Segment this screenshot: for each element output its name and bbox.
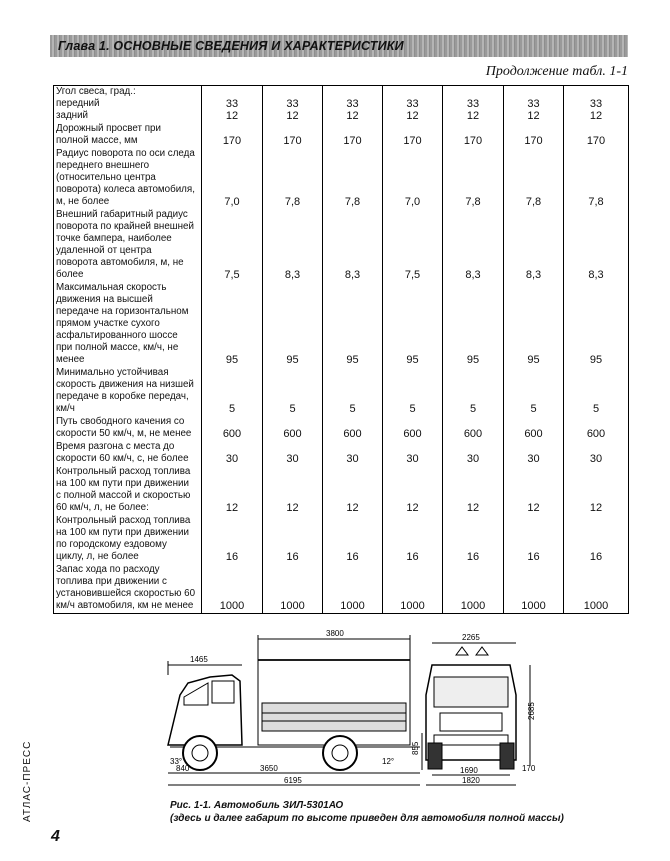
truck-cab-side — [168, 675, 242, 745]
dim-855: 855 — [411, 741, 420, 755]
row-value: 1000 — [504, 564, 564, 614]
row-value: 5 — [564, 367, 629, 416]
dim-3800: 3800 — [326, 629, 344, 638]
row-value: 8,3 — [323, 209, 383, 282]
row-value: 170 — [323, 123, 383, 148]
caption-line-1: Рис. 1-1. Автомобиль ЗИЛ-5301АО — [170, 800, 344, 811]
row-value: 600 — [323, 416, 383, 441]
row-value: 16 — [564, 515, 629, 564]
row-value: 8,3 — [504, 209, 564, 282]
row-value: 16 — [443, 515, 504, 564]
caption-line-2: (здесь и далее габарит по высоте приведен для автомобиля полной массы) — [170, 813, 564, 824]
table-row — [54, 441, 629, 466]
row-value: 170 — [202, 123, 263, 148]
row-value: 16 — [323, 515, 383, 564]
row-value: 30 — [383, 441, 443, 466]
row-value: 30 — [443, 441, 504, 466]
page-number: 4 — [51, 828, 60, 845]
table-row — [54, 282, 629, 367]
row-value: 1000 — [383, 564, 443, 614]
row-value: 12 — [383, 466, 443, 515]
row-value: 30 — [564, 441, 629, 466]
dim-overhang-rear: 12° — [382, 757, 395, 766]
row-value: 30 — [323, 441, 383, 466]
row-value: 95 — [202, 282, 263, 367]
row-value: 30 — [202, 441, 263, 466]
rear-wheel — [323, 736, 357, 770]
row-value: 95 — [323, 282, 383, 367]
table-row — [54, 564, 629, 614]
row-value: 7,0 — [202, 148, 263, 209]
table-row — [54, 86, 629, 124]
row-value: 12 — [202, 466, 263, 515]
row-value: 600 — [263, 416, 323, 441]
row-label: Контрольный расход топлива на 100 км пути при движении с полной массой и скоростью 60 км/ч, л, не более: — [54, 466, 202, 515]
row-value: 170 — [504, 123, 564, 148]
row-value: 33 12 — [202, 86, 263, 124]
publisher-side-label: АТЛАС-ПРЕСС — [22, 740, 33, 822]
dim-1690: 1690 — [460, 766, 478, 775]
row-value: 5 — [504, 367, 564, 416]
row-value: 33 12 — [504, 86, 564, 124]
row-value: 16 — [202, 515, 263, 564]
row-value: 33 12 — [443, 86, 504, 124]
table-row — [54, 515, 629, 564]
row-value: 170 — [564, 123, 629, 148]
dim-1465: 1465 — [190, 655, 208, 664]
row-value: 170 — [383, 123, 443, 148]
row-value: 1000 — [323, 564, 383, 614]
row-value: 5 — [202, 367, 263, 416]
row-value: 95 — [504, 282, 564, 367]
row-value: 5 — [443, 367, 504, 416]
row-value: 170 — [263, 123, 323, 148]
row-value: 30 — [504, 441, 564, 466]
row-label: Дорожный просвет при полной массе, мм — [54, 123, 202, 148]
row-value: 12 — [504, 466, 564, 515]
row-value: 600 — [564, 416, 629, 441]
row-value: 33 12 — [564, 86, 629, 124]
row-value: 95 — [383, 282, 443, 367]
row-value: 170 — [443, 123, 504, 148]
row-value: 600 — [443, 416, 504, 441]
row-value: 600 — [383, 416, 443, 441]
row-value: 33 12 — [383, 86, 443, 124]
row-value: 12 — [564, 466, 629, 515]
row-value: 33 12 — [323, 86, 383, 124]
dim-2265: 2265 — [462, 633, 480, 642]
truck-drawing — [150, 625, 550, 795]
row-label: Минимально устойчивая скорость движения на низшей передаче в коробке передач, км/ч — [54, 367, 202, 416]
row-value: 8,3 — [443, 209, 504, 282]
dim-6195: 6195 — [284, 776, 302, 785]
row-value: 12 — [263, 466, 323, 515]
row-value: 1000 — [202, 564, 263, 614]
dim-overhang-front: 33° — [170, 757, 183, 766]
row-value: 7,8 — [263, 148, 323, 209]
row-value: 7,0 — [383, 148, 443, 209]
table-row — [54, 367, 629, 416]
row-label: Радиус поворота по оси следа переднего внешнего (относительно центра поворота) колеса автомобиля, м, не более — [54, 148, 202, 209]
row-value: 7,8 — [443, 148, 504, 209]
dim-170: 170 — [522, 764, 536, 773]
chapter-banner — [50, 35, 628, 57]
dim-2685: 2685 — [527, 702, 536, 720]
row-value: 7,8 — [323, 148, 383, 209]
row-value: 8,3 — [263, 209, 323, 282]
dim-3650: 3650 — [260, 764, 278, 773]
row-value: 600 — [202, 416, 263, 441]
row-value: 95 — [443, 282, 504, 367]
row-label: Запас хода по расходу топлива при движении с установившейся скоростью 60 км/ч автомобиля, км не менее — [54, 564, 202, 614]
row-value: 1000 — [564, 564, 629, 614]
row-value: 7,5 — [383, 209, 443, 282]
row-value: 8,3 — [564, 209, 629, 282]
dim-1820: 1820 — [462, 776, 480, 785]
row-value: 16 — [504, 515, 564, 564]
row-value: 95 — [263, 282, 323, 367]
row-label: Угол свеса, град.: передний задний — [54, 86, 202, 124]
table-row — [54, 466, 629, 515]
row-value: 7,8 — [504, 148, 564, 209]
row-value: 5 — [323, 367, 383, 416]
row-value: 33 12 — [263, 86, 323, 124]
row-label: Контрольный расход топлива на 100 км пути при движении по городскому ездовому циклу, л, не более — [54, 515, 202, 564]
row-value: 1000 — [443, 564, 504, 614]
row-value: 12 — [443, 466, 504, 515]
row-value: 5 — [383, 367, 443, 416]
row-value: 600 — [504, 416, 564, 441]
row-value: 1000 — [263, 564, 323, 614]
row-value: 95 — [564, 282, 629, 367]
figure-caption — [170, 799, 564, 825]
table-continuation-label: Продолжение табл. 1-1 — [485, 64, 628, 79]
row-value: 16 — [263, 515, 323, 564]
row-label: Внешний габаритный радиус поворота по крайней внешней точке бампера, наиболее удаленной от центра поворота автомобиля, м, не более — [54, 209, 202, 282]
table-row — [54, 209, 629, 282]
row-label: Максимальная скорость движения на высшей передаче на горизонтальном прямом участке сухого асфальтированного шоссе при полной массе, км/ч, не менее — [54, 282, 202, 367]
row-value: 5 — [263, 367, 323, 416]
spec-table — [53, 85, 629, 614]
chapter-title: Глава 1. ОСНОВНЫЕ СВЕДЕНИЯ И ХАРАКТЕРИСТИКИ — [58, 39, 404, 53]
row-label: Путь свободного качения со скорости 50 км/ч, м, не менее — [54, 416, 202, 441]
row-value: 16 — [383, 515, 443, 564]
dim-840: 840 — [176, 764, 190, 773]
row-value: 7,5 — [202, 209, 263, 282]
row-value: 30 — [263, 441, 323, 466]
table-row — [54, 416, 629, 441]
table-row — [54, 148, 629, 209]
row-value: 7,8 — [564, 148, 629, 209]
table-row — [54, 123, 629, 148]
row-value: 12 — [323, 466, 383, 515]
row-label: Время разгона с места до скорости 60 км/ч, с, не более — [54, 441, 202, 466]
